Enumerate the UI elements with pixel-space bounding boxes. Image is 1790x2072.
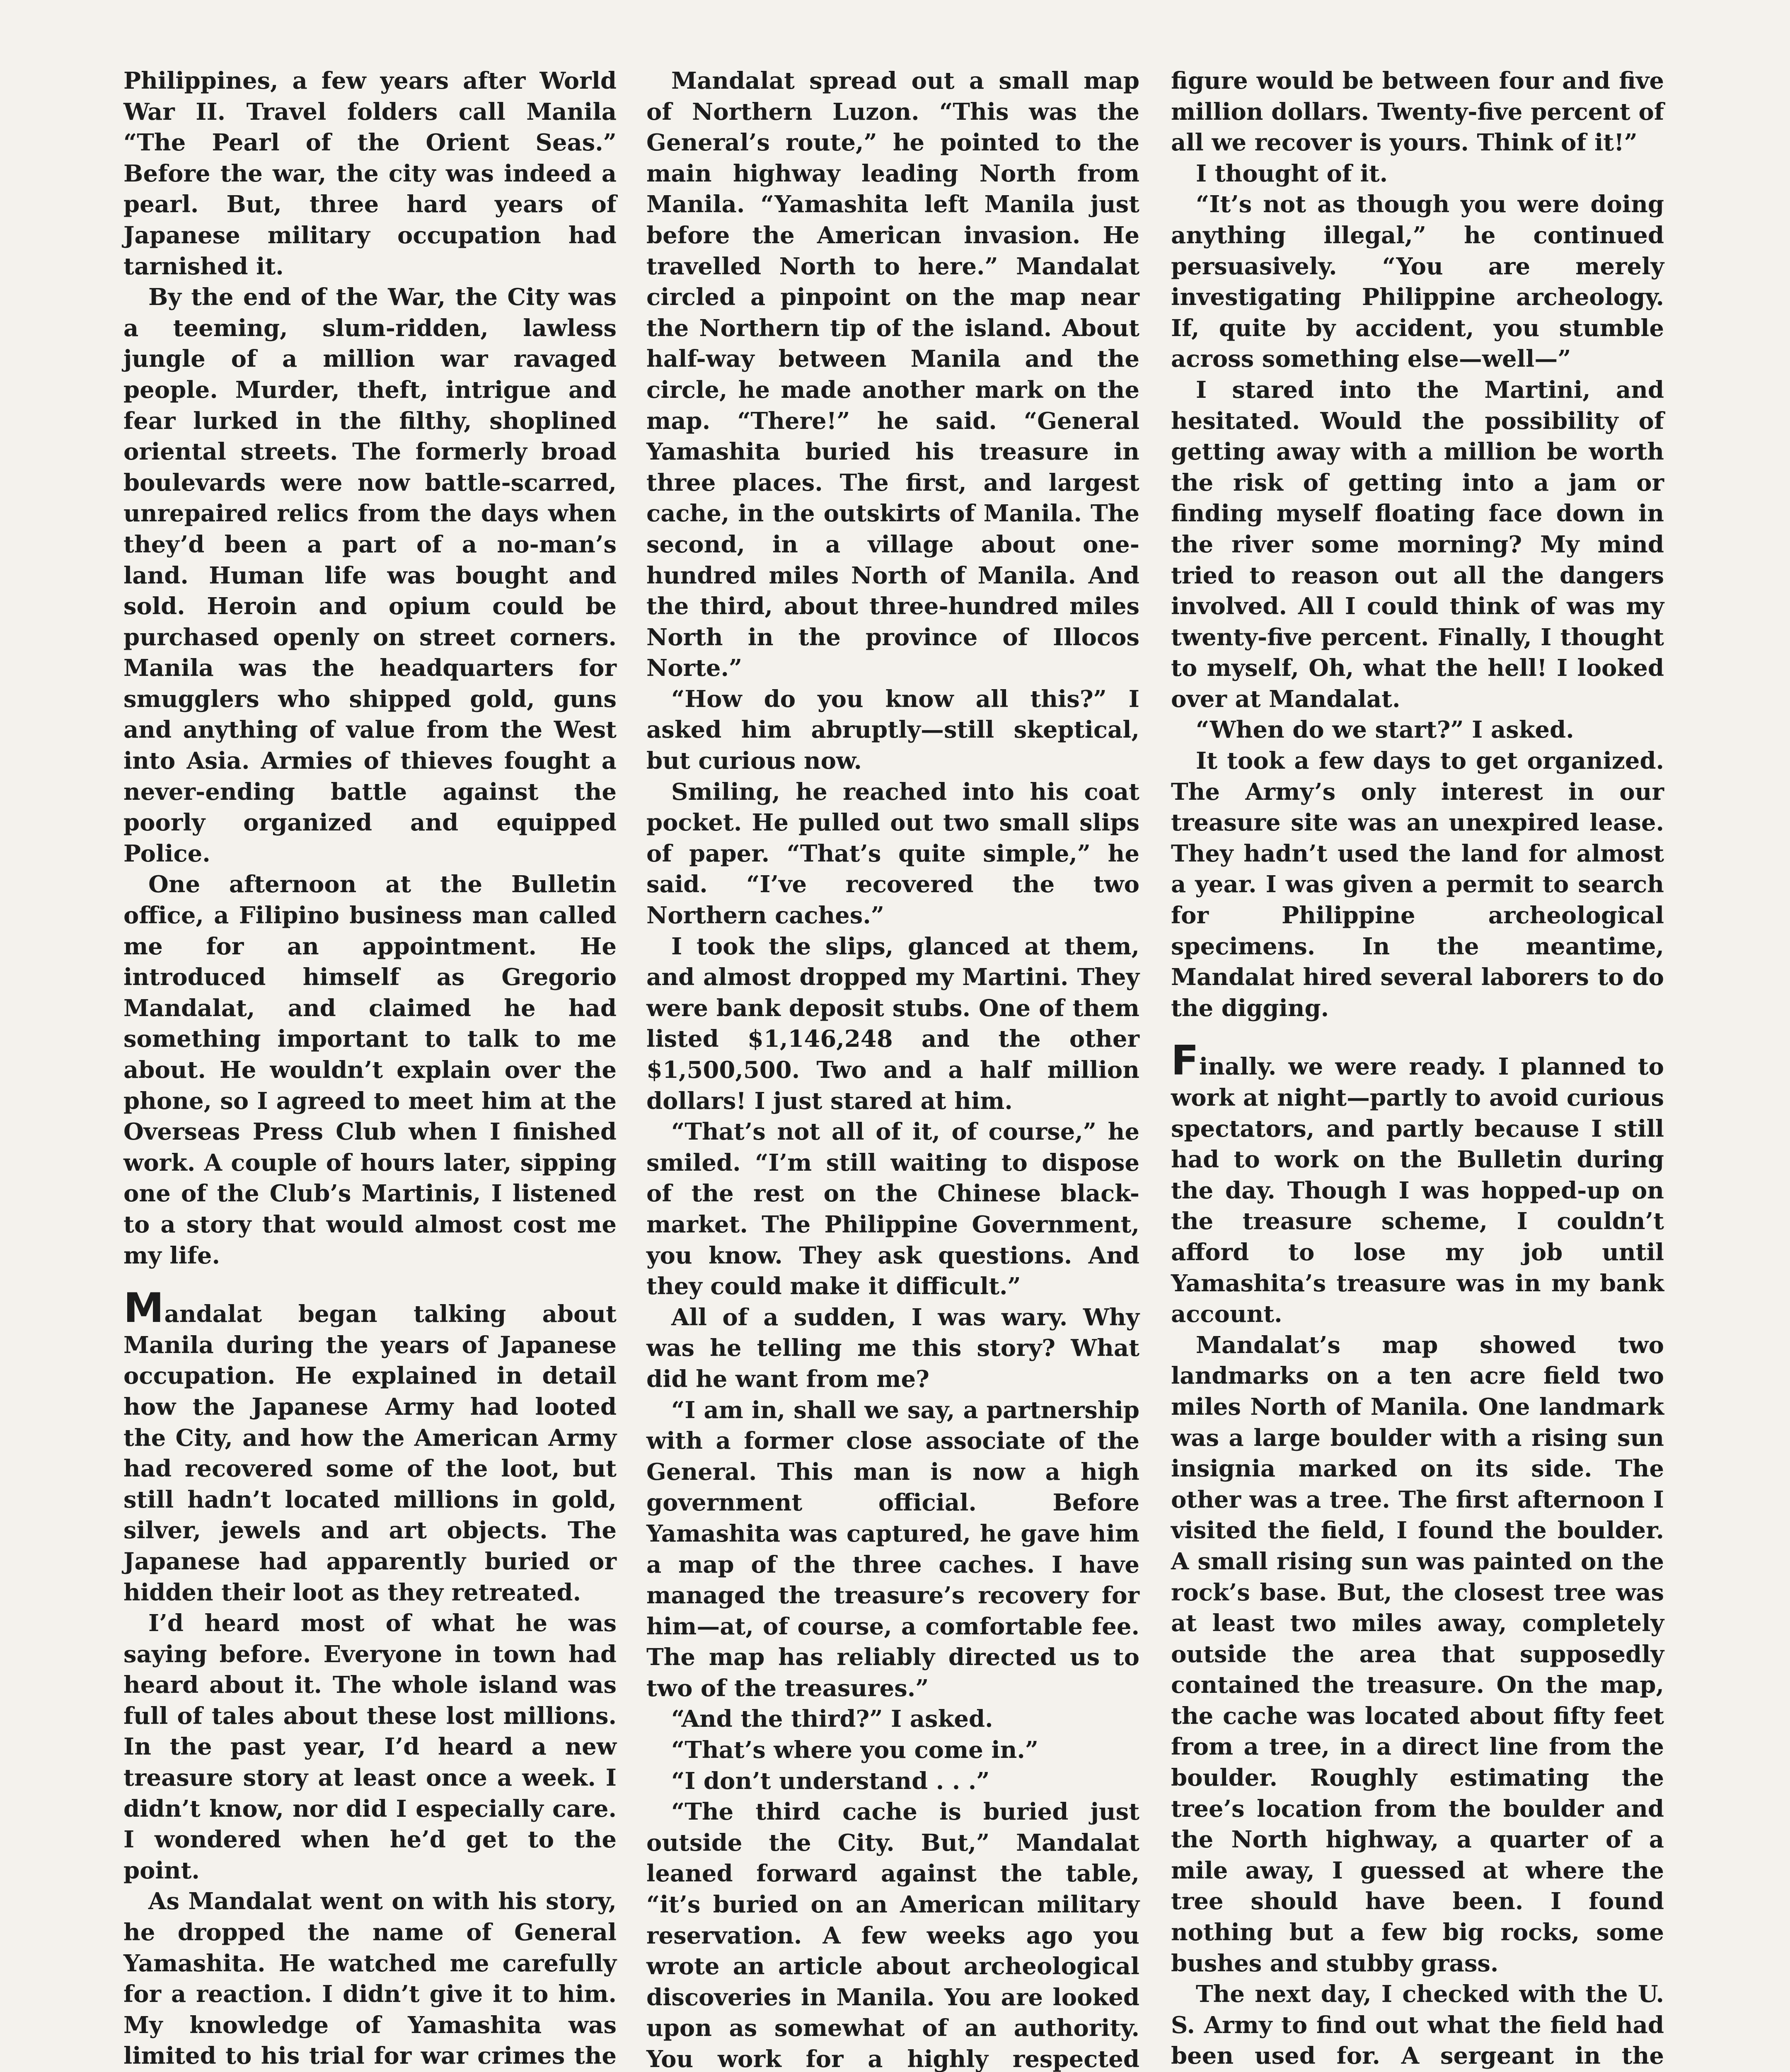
paragraph: I’d heard most of what he was saying before. Everyone in town had heard about it. The whole island was full of tales about these lost millions. In the past year, I’d heard a new treasure story at least once a week. I didn’t know, nor did I especially care. I wondered when he’d get to the point. xyxy=(123,1610,617,1884)
paragraph: Smiling, he reached into his coat pocket. He pulled out two small slips of paper. “That’s quite simple,” he said. “I’ve recovered the two Northern caches.” xyxy=(646,778,1139,929)
paragraph: Mandalat’s map showed two landmarks on a ten acre field two miles North of Manila. One landmark was a large boulder with a rising sun insignia marked on its side. The other was a tree. The first afternoon I visited the field, I found the boulder. A small rising sun was painted on the rock’s base. But, the closest tree was at least two miles away, completely outside the area that supposedly contained the treasure. On the map, the cache was located about fifty feet from a tree, in a direct line from the boulder. Roughly estimating the tree’s location from the boulder and the North highway, a quarter of a mile away, I guessed at where the tree should have been. I found nothing but a few big rocks, some bushes and stubby grass. xyxy=(1171,1331,1664,1977)
paragraph: I thought of it. xyxy=(1196,160,1388,187)
paragraph: It took a few days to get organized. The Army’s only interest in our treasure site was an unexpired lease. They hadn’t used the land for almost a year. I was given a permit to search for Philippine archeological specimens. In the meantime, Mandalat hired several laborers to do the digging. xyxy=(1171,747,1664,1022)
paragraph: “That’s not all of it, of course,” he smiled. “I’m still waiting to dispose of the rest on the Chinese black-market. The Philippine Government, you know. They ask questions. And they could make it difficult.” xyxy=(646,1118,1139,1300)
paragraph: “How do you know all this?” I asked him abruptly—still skeptical, but curious now. xyxy=(646,685,1139,775)
text-column-3 xyxy=(1171,65,1664,2072)
paragraph: All of a sudden, I was wary. Why was he telling me this story? What did he want from me? xyxy=(646,1303,1139,1393)
paragraph: The next day, I checked with the U. S. Army to find out what the field had been used for. A sergeant in the xyxy=(1171,1980,1664,2070)
drop-cap-letter: M xyxy=(123,1285,164,1332)
section-paragraph xyxy=(1171,1037,1664,1329)
paragraph-text: andalat began talking about Manila during the years of Japanese occupation. He explained in detail how the Japanese Army had looted the City, and how the American Army had recovered some of the loot, but still hadn’t located millions in gold, silver, jewels and art objects. The Japanese had apparently buried or hidden their loot as they retreated. xyxy=(123,1300,617,1606)
paragraph: By the end of the War, the City was a teeming, slum-ridden, lawless jungle of a million war ravaged people. Murder, theft, intrigue and fear lurked in the filthy, shoplined oriental streets. The formerly broad boulevards were now battle-scarred, unrepaired relics from the days when they’d been a part of a no-man’s land. Human life was bought and sold. Heroin and opium could be purchased openly on street corners. Manila was the headquarters for smugglers who shipped gold, guns and anything of value from the West into Asia. Armies of thieves fought a never-ending battle against the poorly organized and equipped Police. xyxy=(123,283,617,867)
paragraph: As Mandalat went on with his story, he dropped the name of General Yamashita. He watched me carefully for a reaction. I didn’t give it to him. My knowledge of Yamashita was limited to his trial for war crimes the xyxy=(123,1888,617,2070)
drop-cap-letter: F xyxy=(1171,1037,1199,1085)
paragraph: “It’s not as though you were doing anything illegal,” he continued persuasively. “You are merely investigating Philippine archeology. If, quite by accident, you stumble across something else—well—” xyxy=(1171,191,1664,373)
paragraph: “And the third?” I asked. xyxy=(671,1705,993,1733)
section-paragraph xyxy=(123,1285,617,1608)
paragraph: “I am in, shall we say, a partnership with a former close associate of the General. This man is now a high government official. Before Yamashita was captured, he gave him a map of the three caches. I have managed the treasure’s recovery for him—at, of course, a comfortable fee. The map has reliably directed us to two of the treasures.” xyxy=(646,1396,1139,1702)
paragraph: figure would be between four and five million dollars. Twenty-five percent of all we recover is yours. Think of it!” xyxy=(1171,67,1664,157)
paragraph: I took the slips, glanced at them, and almost dropped my Martini. They were bank deposit stubs. One of them listed $1,146,248 and the other $1,500,500. Two and a half million dollars! I just stared at him. xyxy=(646,932,1139,1115)
paragraph: “I don’t understand . . .” xyxy=(671,1767,990,1795)
paragraph: “That’s where you come in.” xyxy=(671,1736,1039,1764)
paragraph: I stared into the Martini, and hesitated. Would the possibility of getting away with a million be worth the risk of getting into a jam or finding myself floating face down in the river some morning? My mind tried to reason out all the dangers involved. All I could think of was my twenty-five percent. Finally, I thought to myself, Oh, what the hell! I looked over at Mandalat. xyxy=(1171,376,1664,713)
text-column-2 xyxy=(646,65,1139,2072)
paragraph: “When do we start?” I asked. xyxy=(1196,716,1574,744)
paragraph: “The third cache is buried just outside the City. But,” Mandalat leaned forward against the table, “it’s buried on an American military reservation. A few weeks ago you wrote an article about archeological discoveries in Manila. You are looked upon as somewhat of an authority. You work for a highly respected xyxy=(646,1798,1139,2072)
paragraph: Mandalat spread out a small map of Northern Luzon. “This was the General’s route,” he pointed to the main highway leading North from Manila. “Yamashita left Manila just before the American invasion. He travelled North to here.” Mandalat circled a pinpoint on the map near the Northern tip of the island. About half-way between Manila and the circle, he made another mark on the map. “There!” he said. “General Yamashita buried his treasure in three places. The first, and largest cache, in the outskirts of Manila. The second, in a village about one-hundred miles North of Manila. And the third, about three-hundred miles North in the province of Illocos Norte.” xyxy=(646,67,1139,682)
text-column-1 xyxy=(123,65,617,2072)
paragraph: One afternoon at the Bulletin office, a Filipino business man called me for an appointment. He introduced himself as Gregorio Mandalat, and claimed he had something important to talk to me about. He wouldn’t explain over the phone, so I agreed to meet him at the Overseas Press Club when I finished work. A couple of hours later, sipping one of the Club’s Martinis, I listened to a story that would almost cost me my life. xyxy=(123,871,617,1269)
paragraph: Philippines, a few years after World War II. Travel folders call Manila “The Pearl of the Orient Seas.” Before the war, the city was indeed a pearl. But, three hard years of Japanese military occupation had tarnished it. xyxy=(123,67,617,280)
paragraph-text: inally. we were ready. I planned to work at night—partly to avoid curious spectators, and partly because I still had to work on the Bulletin during the day. Though I was hopped-up on the treasure scheme, I couldn’t afford to lose my job until Yamashita’s treasure was in my bank account. xyxy=(1171,1053,1664,1328)
